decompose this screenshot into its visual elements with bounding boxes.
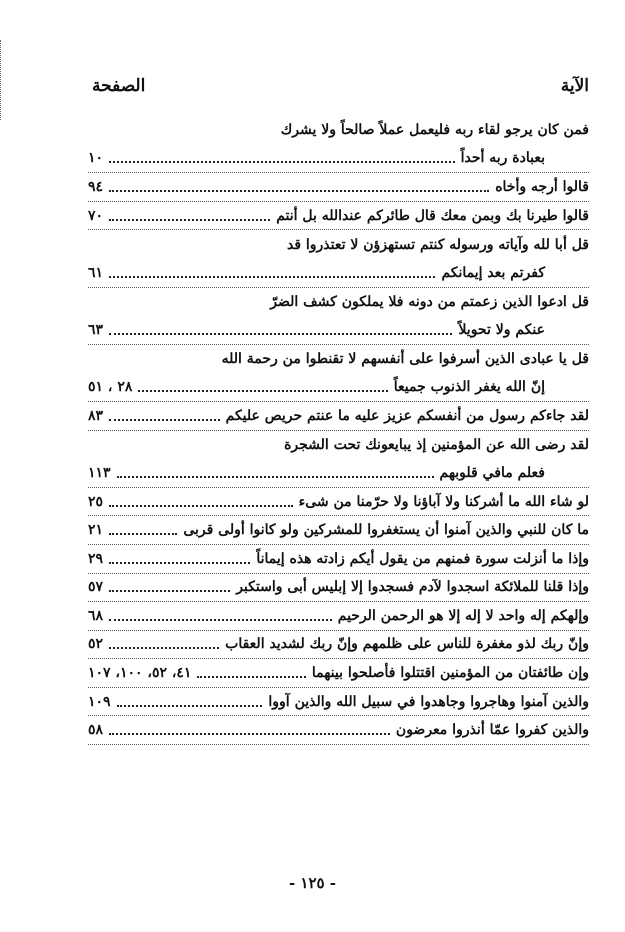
verse-text: بعبادة ربه أحداً	[460, 150, 545, 167]
index-row	[88, 688, 589, 717]
index-row	[88, 345, 589, 374]
page-ref: ٨٣	[88, 407, 104, 424]
leader-dots	[109, 190, 489, 192]
verse-index-list	[88, 116, 589, 745]
verse-text: إنّ الله يغفر الذنوب جميعاً	[393, 379, 545, 396]
index-row	[88, 659, 589, 688]
leader-dots	[109, 562, 250, 564]
page-ref: ٢٨ ، ٥١	[88, 379, 133, 396]
verse-text: عنكم ولا تحويلاً	[458, 321, 545, 338]
verse-text: قل يا عبادى الذين أسرفوا على أنفسهم لا تقنطوا من رحمة الله	[221, 351, 589, 368]
page-ref: ٦١	[88, 264, 104, 281]
index-row	[88, 459, 589, 488]
leader-dots	[109, 219, 270, 221]
verse-text: وإذا ما أنزلت سورة فمنهم من يقول أيكم زادته هذه إيماناً	[256, 550, 589, 567]
index-row	[88, 202, 589, 231]
leader-dots	[109, 733, 390, 735]
page-ref: ٥٢	[88, 636, 104, 653]
page-ref: ١١٣	[88, 464, 111, 481]
leader-dots	[109, 619, 332, 621]
verse-text: وإنّ ربك لذو مغفرة للناس على ظلمهم وإنّ ربك لشديد العقاب	[225, 636, 589, 653]
verse-text: لو شاء الله ما أشركنا ولا آباؤنا ولا حرّمنا من شىء	[298, 493, 589, 510]
page-ref: ١٠	[88, 150, 104, 167]
page-ref: ٩٤	[88, 178, 104, 195]
leader-dots	[197, 676, 305, 678]
verse-text: ما كان للنبي والذين آمنوا أن يستغفروا للمشركين ولو كانوا أولى قربى	[183, 522, 589, 539]
index-row	[88, 173, 589, 202]
verse-text: وإلهكم إله واحد لا إله إلا هو الرحمن الرحيم	[337, 607, 589, 624]
verse-text: فمن كان يرجو لقاء ربه فليعمل عملاً صالحاً ولا يشرك	[280, 122, 589, 139]
leader-dots	[109, 533, 177, 535]
verse-text: قالوا طيرنا بك وبمن معك قال طائركم عندالله بل أنتم	[276, 207, 589, 224]
index-row	[88, 631, 589, 660]
index-row	[88, 716, 589, 745]
verse-text: والذين كفروا عمّا أنذروا معرضون	[395, 722, 589, 739]
verse-text: وإذا قلنا للملائكة اسجدوا لآدم فسجدوا إلا إبليس أبى واستكبر	[236, 579, 589, 596]
index-row	[88, 230, 589, 259]
page-ref: ٢١	[88, 522, 104, 539]
verse-text: والذين آمنوا وهاجروا وجاهدوا في سبيل الله والذين آووا	[268, 693, 589, 710]
index-row	[88, 431, 589, 460]
leader-dots	[109, 161, 455, 163]
page-ref: ٥٨	[88, 722, 104, 739]
index-row	[88, 259, 589, 288]
leader-dots	[109, 276, 435, 278]
leader-dots	[109, 590, 230, 592]
index-row	[88, 488, 589, 517]
index-row	[88, 288, 589, 317]
page-ref: ٥٧	[88, 579, 104, 596]
index-row	[88, 545, 589, 574]
page-ref: ٦٣	[88, 321, 104, 338]
verse-text: لقد جاءكم رسول من أنفسكم عزيز عليه ما عنتم حريص عليكم	[225, 407, 589, 424]
leader-dots	[117, 476, 434, 478]
verse-text: كفرتم بعد إيمانكم	[441, 264, 545, 281]
scan-edge-mark	[0, 40, 4, 120]
verse-text: فعلم مافي قلوبهم	[439, 464, 545, 481]
leader-dots	[117, 705, 263, 707]
leader-dots	[109, 647, 219, 649]
index-row	[88, 516, 589, 545]
index-row	[88, 602, 589, 631]
page-ref: ١٠٩	[88, 693, 111, 710]
page-ref: ٢٥	[88, 493, 104, 510]
leader-dots	[109, 333, 452, 335]
leader-dots	[109, 505, 293, 507]
ayah-column-header: الآية	[560, 76, 589, 96]
page-ref: ٧٠	[88, 207, 104, 224]
leader-dots	[109, 419, 220, 421]
index-row	[88, 373, 589, 402]
verse-text: قل ادعوا الذين زعمتم من دونه فلا يملكون كشف الضرّ	[270, 293, 589, 310]
verse-text: قالوا أرجه وأخاه	[495, 178, 589, 195]
verse-text: قل أبا لله وآياته ورسوله كنتم تستهزؤن لا تعتذروا قد	[286, 236, 589, 253]
page-number: - ١٢٥ -	[288, 874, 337, 892]
leader-dots	[138, 390, 387, 392]
index-row	[88, 316, 589, 345]
index-row	[88, 145, 589, 174]
index-row	[88, 402, 589, 431]
verse-text: لقد رضى الله عن المؤمنين إذ يبايعونك تحت الشجرة	[284, 436, 589, 453]
page-ref: ٦٨	[88, 607, 104, 624]
verse-text: وإن طائفتان من المؤمنين اقتتلوا فأصلحوا بينهما	[311, 665, 589, 682]
page-ref: ٢٩	[88, 550, 104, 567]
page-column-header: الصفحة	[92, 76, 146, 96]
index-row	[88, 116, 589, 145]
page-ref: ٤١، ٥٢، ١٠٠، ١٠٧	[88, 665, 192, 682]
index-row	[88, 574, 589, 603]
